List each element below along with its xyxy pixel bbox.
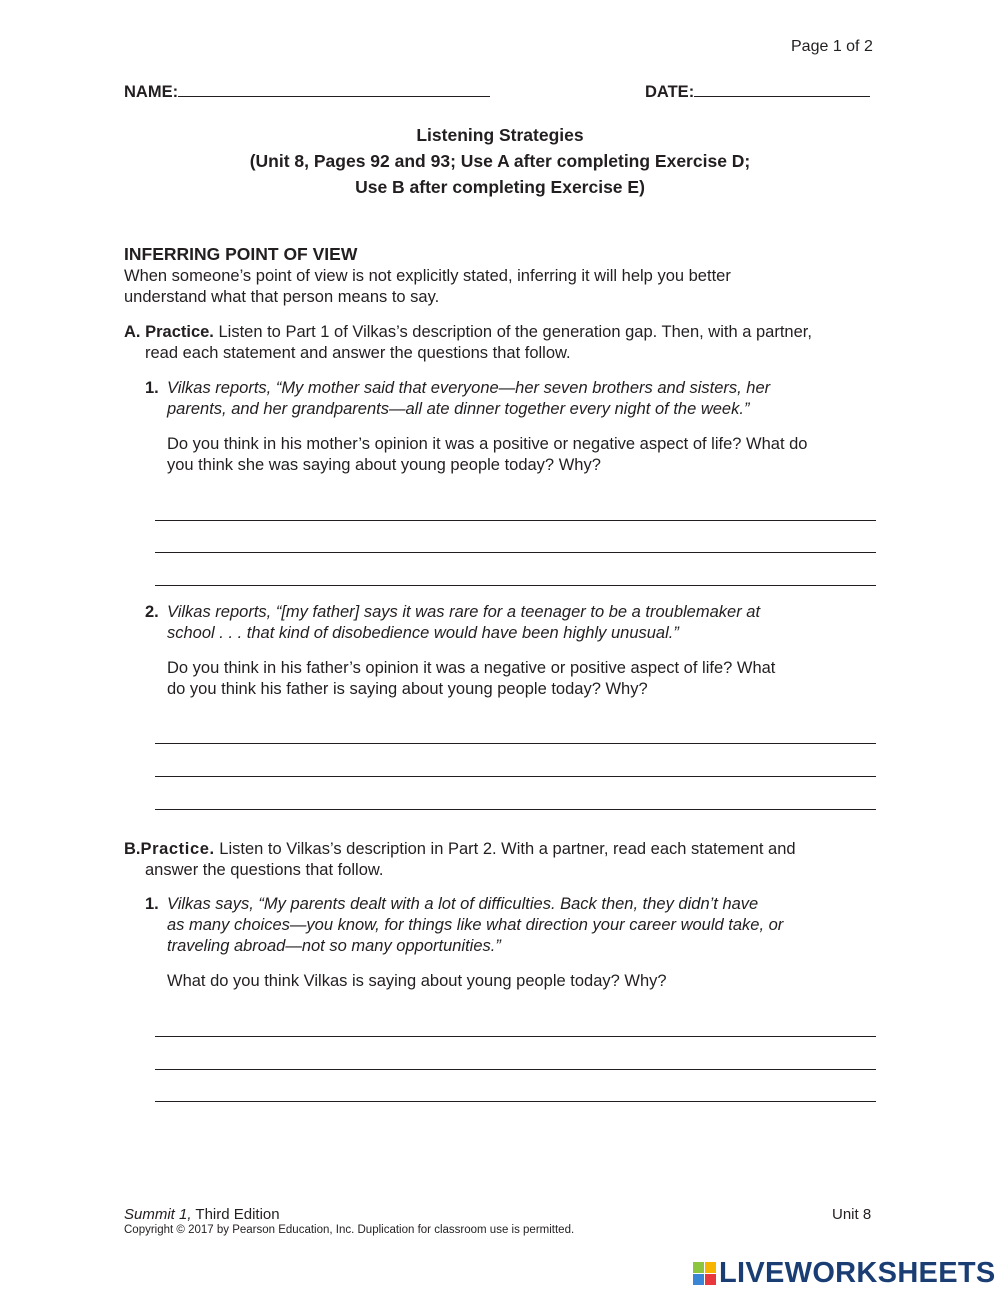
answer-input-a2-line1[interactable] bbox=[155, 719, 876, 744]
answer-input-b1-line2[interactable] bbox=[155, 1045, 876, 1070]
section-intro bbox=[124, 266, 731, 308]
page-number: Page 1 of 2 bbox=[791, 38, 873, 55]
question-text: Do you think in his father’s opinion it was a negative or positive aspect of life? What bbox=[167, 659, 776, 677]
date-field-label bbox=[645, 80, 870, 103]
item-number: 1. bbox=[145, 379, 159, 397]
title-line: (Unit 8, Pages 92 and 93; Use A after completing Exercise D; bbox=[249, 151, 751, 171]
answer-input-b1-line1[interactable] bbox=[155, 1012, 876, 1037]
instruction-text: answer the questions that follow. bbox=[145, 861, 384, 879]
exercise-b-item-1 bbox=[145, 894, 783, 992]
answer-input-a1-line2[interactable] bbox=[155, 528, 876, 553]
answer-input-a2-line2[interactable] bbox=[155, 752, 876, 777]
page-title bbox=[0, 122, 1000, 200]
instruction-text: Listen to Part 1 of Vilkas’s description of the generation gap. Then, with a partner, bbox=[218, 323, 812, 341]
quote-text: school . . . that kind of disobedience would have been highly unusual.” bbox=[167, 624, 679, 642]
exercise-label: Practice. bbox=[145, 323, 214, 341]
question-text: you think she was saying about young people today? Why? bbox=[167, 456, 601, 474]
liveworksheets-logo bbox=[693, 1257, 996, 1290]
logo-tiles-icon bbox=[693, 1262, 716, 1285]
book-title: Summit 1, bbox=[124, 1206, 192, 1223]
section-heading: INFERRING POINT OF VIEW bbox=[124, 244, 358, 264]
quote-text: parents, and her grandparents—all ate dinner together every night of the week.” bbox=[167, 400, 750, 418]
intro-line: When someone’s point of view is not explicitly stated, inferring it will help you better bbox=[124, 267, 731, 285]
exercise-a-item-2 bbox=[145, 602, 775, 700]
quote-text: Vilkas says, “My parents dealt with a lot of difficulties. Back then, they didn’t have bbox=[167, 895, 759, 913]
exercise-a-instructions bbox=[124, 322, 812, 364]
answer-input-a1-line3[interactable] bbox=[155, 561, 876, 586]
date-label: DATE: bbox=[645, 83, 695, 101]
book-edition: Third Edition bbox=[191, 1206, 280, 1223]
intro-line: understand what that person means to say. bbox=[124, 288, 440, 306]
exercise-label: Practice. bbox=[140, 840, 215, 858]
answer-input-a1-line1[interactable] bbox=[155, 496, 876, 521]
exercise-letter: A. bbox=[124, 323, 141, 341]
quote-text: Vilkas reports, “My mother said that everyone—her seven brothers and sisters, her bbox=[167, 379, 771, 397]
question-text: What do you think Vilkas is saying about young people today? Why? bbox=[167, 972, 667, 990]
instruction-text: read each statement and answer the questions that follow. bbox=[145, 344, 571, 362]
instruction-text: Listen to Vilkas’s description in Part 2. With a partner, read each statement and bbox=[219, 840, 796, 858]
title-line: Listening Strategies bbox=[416, 125, 584, 145]
item-number: 1. bbox=[145, 895, 159, 913]
item-number: 2. bbox=[145, 603, 159, 621]
answer-input-a2-line3[interactable] bbox=[155, 785, 876, 810]
question-text: do you think his father is saying about young people today? Why? bbox=[167, 680, 648, 698]
name-line bbox=[178, 80, 490, 97]
title-line: Use B after completing Exercise E) bbox=[355, 177, 645, 197]
footer-book bbox=[124, 1206, 280, 1223]
date-line bbox=[694, 80, 870, 97]
question-text: Do you think in his mother’s opinion it was a positive or negative aspect of life? What do bbox=[167, 435, 808, 453]
name-field-label bbox=[124, 80, 490, 103]
answer-input-b1-line3[interactable] bbox=[155, 1077, 876, 1102]
quote-text: as many choices—you know, for things like what direction your career would take, or bbox=[167, 916, 784, 934]
name-label: NAME: bbox=[124, 83, 179, 101]
copyright: Copyright © 2017 by Pearson Education, Inc. Duplication for classroom use is permitted. bbox=[124, 1224, 575, 1236]
exercise-a-item-1 bbox=[145, 378, 808, 476]
exercise-letter: B. bbox=[124, 840, 141, 858]
exercise-b-instructions bbox=[124, 839, 796, 881]
quote-text: Vilkas reports, “[my father] says it was rare for a teenager to be a troublemaker at bbox=[167, 603, 761, 621]
footer-unit: Unit 8 bbox=[832, 1206, 872, 1223]
quote-text: traveling abroad—not so many opportunities.” bbox=[167, 937, 501, 955]
logo-text: LIVEWORKSHEETS bbox=[719, 1257, 996, 1289]
